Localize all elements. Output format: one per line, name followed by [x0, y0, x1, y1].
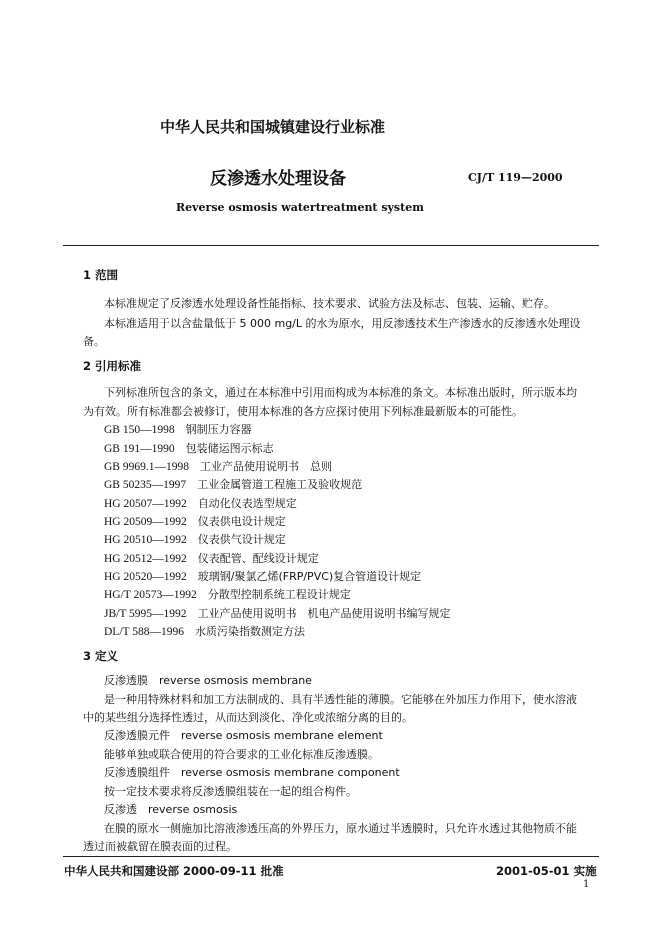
definition-4-line-1: 在膜的原水一侧施加比溶液渗透压高的外界压力，原水通过半透膜时，只允许水透过其他物质不能: [104, 822, 577, 835]
reference-item: DL/T 588—1996 水质污染指数测定方法: [104, 625, 305, 638]
reference-item: HG/T 20573—1992 分散型控制系统工程设计规定: [104, 588, 351, 601]
footer-rule: [63, 856, 599, 857]
definition-4-line-2: 透过而被截留在膜表面的过程。: [83, 840, 237, 853]
definition-1-line-2: 中的某些组分选择性透过，从而达到淡化、净化或浓缩分离的目的。: [83, 711, 413, 724]
references-intro-line-1: 下列标准所包含的条文，通过在本标准中引用而构成为本标准的条文。本标准出版时，所示版本均: [104, 386, 577, 399]
reference-item: HG 20507—1992 自动化仪表选型规定: [104, 497, 297, 510]
scope-paragraph-2-line-2: 备。: [83, 335, 105, 348]
reference-item: HG 20520—1992 玻璃钢/聚氯乙烯(FRP/PVC)复合管道设计规定: [104, 570, 422, 583]
reference-item: JB/T 5995—1992 工业产品使用说明书 机电产品使用说明书编写规定: [104, 607, 451, 620]
term-membrane-element: 反渗透膜元件 reverse osmosis membrane element: [104, 729, 383, 742]
reference-item: GB 150—1998 钢制压力容器: [104, 423, 252, 436]
document-title: 反渗透水处理设备: [210, 169, 346, 189]
standard-code: CJ/T 119—2000: [468, 171, 563, 184]
definition-3: 按一定技术要求将反渗透膜组装在一起的组合构件。: [104, 785, 357, 798]
effective-date: 2001-05-01 实施: [496, 864, 597, 878]
reference-item: GB 191—1990 包装储运图示标志: [104, 442, 274, 455]
definition-2: 能够单独或联合使用的符合要求的工业化标准反渗透膜。: [104, 748, 379, 761]
term-reverse-osmosis-membrane: 反渗透膜 reverse osmosis membrane: [104, 674, 312, 687]
definition-1-line-1: 是一种用特殊材料和加工方法制成的、具有半透性能的薄膜。它能够在外加压力作用下，使水溶液: [104, 693, 577, 706]
term-reverse-osmosis: 反渗透 reverse osmosis: [104, 803, 238, 816]
reference-item: HG 20509—1992 仪表供电设计规定: [104, 515, 286, 528]
scope-paragraph-2-line-1: 本标准适用于以含盐量低于 5 000 mg/L 的水为原水，用反渗透技术生产渗透水的反渗透水处理设: [104, 317, 581, 330]
reference-item: HG 20512—1992 仪表配管、配线设计规定: [104, 552, 319, 565]
reference-item: HG 20510—1992 仪表供气设计规定: [104, 533, 286, 546]
approval-line: 中华人民共和国建设部 2000-09-11 批准: [64, 864, 284, 878]
english-title: Reverse osmosis watertreatment system: [176, 201, 424, 214]
section-heading-scope: 1 范围: [83, 268, 119, 282]
section-heading-references: 2 引用标准: [83, 359, 142, 373]
term-membrane-component: 反渗透膜组件 reverse osmosis membrane component: [104, 766, 400, 779]
references-intro-line-2: 为有效。所有标准都会被修订，使用本标准的各方应探讨使用下列标准最新版本的可能性。: [83, 405, 523, 418]
header-rule: [63, 245, 599, 246]
page-number: 1: [583, 879, 590, 890]
industry-standard-heading: 中华人民共和国城镇建设行业标准: [160, 118, 386, 136]
reference-item: GB 50235—1997 工业金属管道工程施工及验收规范: [104, 478, 363, 491]
section-heading-definitions: 3 定义: [83, 649, 119, 663]
scope-paragraph-1: 本标准规定了反渗透水处理设备性能指标、技术要求、试验方法及标志、包装、运输、贮存。: [104, 297, 555, 310]
reference-item: GB 9969.1—1998 工业产品使用说明书 总则: [104, 460, 332, 473]
